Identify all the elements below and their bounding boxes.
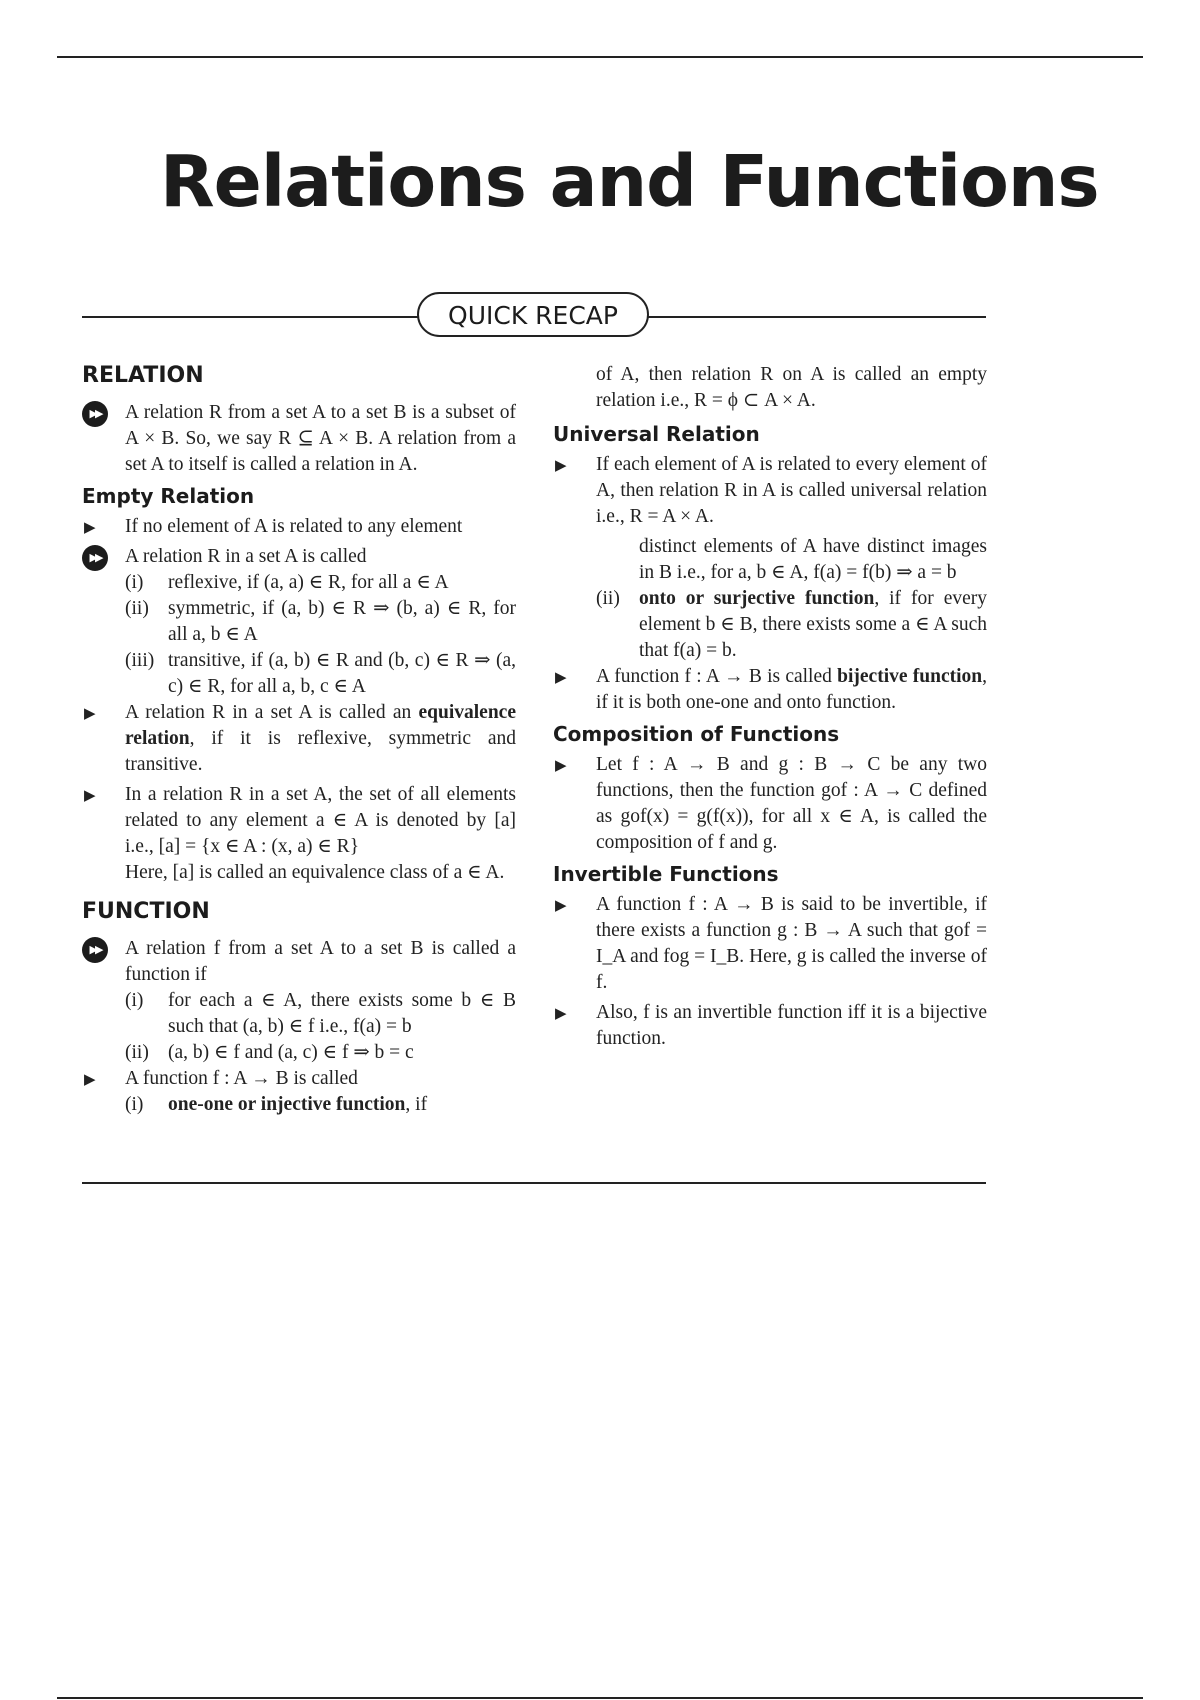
recap-rule-right — [647, 316, 986, 318]
list-item-number: (ii) — [125, 598, 149, 619]
list-item-text: reflexive, if (a, a) ∈ R, for all a ∈ A — [168, 572, 449, 593]
list-item-number: (ii) — [596, 588, 620, 609]
equivalence-class-note: Here, [a] is called an equivalence class of a ∈ A. — [125, 862, 505, 883]
bijective-text-pre: A function f : A → B is called — [596, 666, 838, 687]
invertible-also-item — [553, 1000, 987, 1052]
bijective-term: bijective function — [837, 666, 983, 687]
list-item-number: (ii) — [125, 1042, 149, 1063]
top-rule — [57, 56, 1143, 58]
one-one-term: one-one or injective function — [168, 1094, 406, 1115]
function-heading: FUNCTION — [82, 899, 210, 924]
invertible-also-text: Also, f is an invertible function iff it is a bijective function. — [596, 1002, 987, 1049]
left-column — [82, 362, 516, 1118]
list-item — [125, 1040, 516, 1066]
double-arrow-circle-icon: ▶▶ — [82, 937, 108, 963]
triangle-bullet-icon: ▶ — [84, 1072, 96, 1088]
relation-types-intro-text: A relation R in a set A is called — [125, 546, 367, 567]
list-item-text: transitive, if (a, b) ∈ R and (b, c) ∈ R ⇒ (a, c) ∈ R, for all a, b, c ∈ A — [168, 650, 516, 697]
quick-recap-badge: QUICK RECAP — [417, 292, 649, 337]
onto-text-post: , if for every element b ∈ B, there exists some a ∈ A such that f(a) = b. — [639, 588, 987, 661]
right-column — [553, 362, 987, 1056]
onto-term: onto or surjective function — [639, 588, 875, 609]
empty-relation-text: If no element of A is related to any element — [125, 516, 463, 537]
function-definition-text: A relation f from a set A to a set B is called a function if — [125, 938, 516, 985]
onto-item — [553, 586, 987, 664]
list-item — [125, 1092, 516, 1118]
one-one-continued: distinct elements of A have distinct images in B i.e., for a, b ∈ A, f(a) = f(b) ⇒ a = b — [639, 536, 987, 583]
triangle-bullet-icon: ▶ — [555, 458, 567, 474]
triangle-bullet-icon: ▶ — [555, 1006, 567, 1022]
relation-heading: RELATION — [82, 363, 204, 388]
list-item-number: (iii) — [125, 650, 155, 671]
list-item-number: (i) — [125, 990, 144, 1011]
equivalence-class-text: In a relation R in a set A, the set of all elements related to any element a ∈ A is denoted by [a] i.e., [a] = {x ∈ A : (x, a) ∈ R} — [125, 784, 516, 857]
recap-bottom-rule — [82, 1182, 986, 1184]
function-conditions-list — [82, 988, 516, 1066]
recap-rule-left — [82, 316, 419, 318]
list-item — [596, 586, 987, 664]
triangle-bullet-icon: ▶ — [84, 788, 96, 804]
page-title: Relations and Functions — [160, 140, 1099, 223]
composition-item — [553, 752, 987, 856]
one-one-text-post: , if — [405, 1094, 428, 1115]
triangle-bullet-icon: ▶ — [84, 706, 96, 722]
universal-relation-text: If each element of A is related to every element of A, then relation R in A is called universal relation i.e., R = A × A. — [596, 454, 987, 527]
bottom-rule — [57, 1697, 1143, 1699]
relation-definition-text: A relation R from a set A to a set B is a subset of A × B. So, we say R ⊆ A × B. A relation from a set A to itself is called a relation in A. — [125, 402, 516, 475]
equivalence-item — [82, 700, 516, 778]
empty-relation-heading: Empty Relation — [82, 484, 255, 508]
empty-relation-continued: of A, then relation R on A is called an empty relation i.e., R = ϕ ⊂ A × A. — [596, 364, 987, 411]
triangle-bullet-icon: ▶ — [555, 758, 567, 774]
triangle-bullet-icon: ▶ — [84, 520, 96, 536]
list-item — [125, 648, 516, 700]
double-arrow-circle-icon: ▶▶ — [82, 401, 108, 427]
function-types-intro — [82, 1066, 516, 1092]
list-item-number: (i) — [125, 1094, 144, 1115]
list-item-number: (i) — [125, 572, 144, 593]
list-item — [125, 988, 516, 1040]
list-item — [125, 596, 516, 648]
triangle-bullet-icon: ▶ — [555, 898, 567, 914]
universal-relation-item — [553, 452, 987, 530]
double-arrow-circle-icon: ▶▶ — [82, 545, 108, 571]
equivalence-class-item — [82, 782, 516, 860]
list-item-text: for each a ∈ A, there exists some b ∈ B such that (a, b) ∈ f i.e., f(a) = b — [168, 990, 516, 1037]
relation-properties-list — [82, 570, 516, 700]
equivalence-text-pre: A relation R in a set A is called an — [125, 702, 419, 723]
invertible-heading: Invertible Functions — [553, 862, 779, 886]
function-definition — [82, 936, 516, 988]
function-types-intro-text: A function f : A → B is called — [125, 1068, 358, 1089]
relation-definition — [82, 400, 516, 478]
triangle-bullet-icon: ▶ — [555, 670, 567, 686]
one-one-item — [82, 1092, 516, 1118]
bijective-text-post: , if it is both one-one and onto function. — [596, 666, 987, 713]
list-item-text: (a, b) ∈ f and (a, c) ∈ f ⇒ b = c — [168, 1042, 414, 1063]
equivalence-term: equivalence relation — [125, 702, 516, 749]
invertible-text: A function f : A → B is said to be invertible, if there exists a function g : B → A such that gof = I_A and fog = I_B. Here, g is called the inverse of f. — [596, 894, 987, 993]
equivalence-text-post: , if it is reflexive, symmetric and transitive. — [125, 728, 516, 775]
invertible-item — [553, 892, 987, 996]
empty-relation-item — [82, 514, 516, 540]
universal-relation-heading: Universal Relation — [553, 422, 760, 446]
list-item — [125, 570, 516, 596]
composition-heading: Composition of Functions — [553, 722, 840, 746]
list-item-text: symmetric, if (a, b) ∈ R ⇒ (b, a) ∈ R, for all a, b ∈ A — [168, 598, 516, 645]
composition-text: Let f : A → B and g : B → C be any two functions, then the function gof : A → C defined as gof(x) = g(f(x)), for all x ∈ A, is called the composition of f and g. — [596, 754, 987, 853]
relation-types-intro — [82, 544, 516, 570]
bijective-item — [553, 664, 987, 716]
